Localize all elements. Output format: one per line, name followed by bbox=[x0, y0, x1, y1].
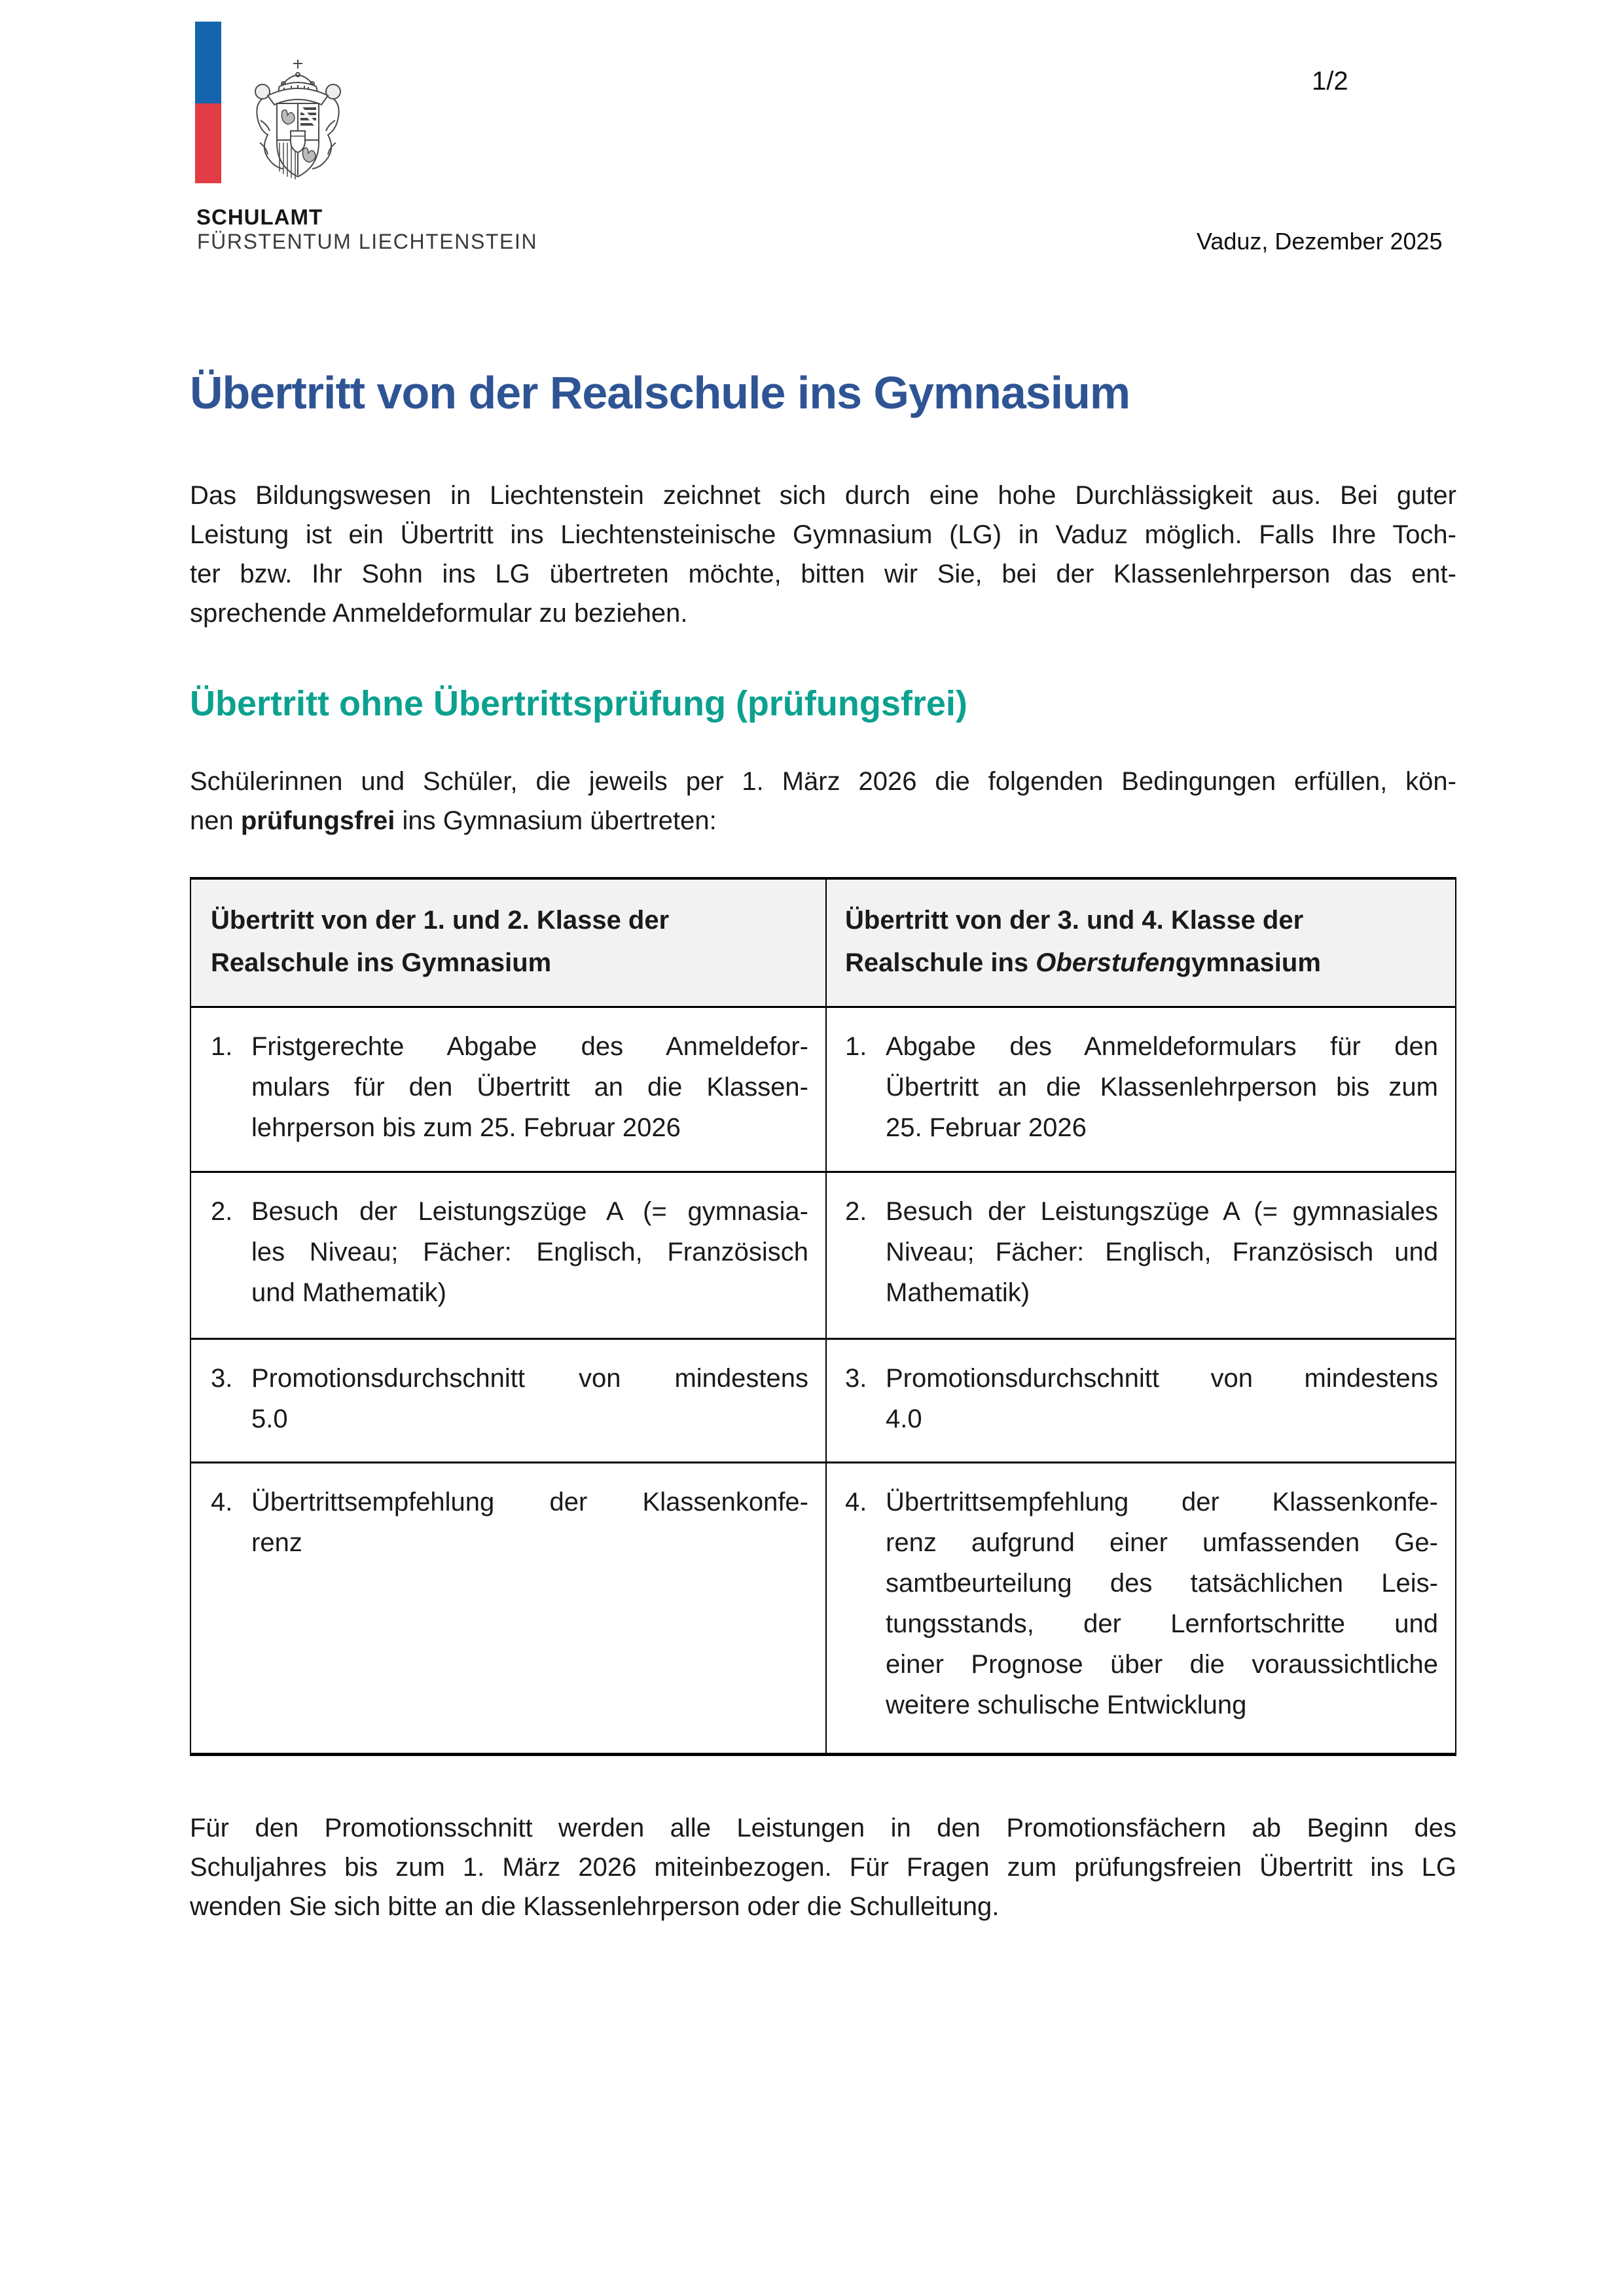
text-line: Niveau; Fächer: Englisch, Französisch und bbox=[886, 1238, 1438, 1266]
text-line: Übertrittsempfehlung der Klassenkonfe- bbox=[251, 1488, 808, 1516]
org-name: SCHULAMT bbox=[196, 205, 323, 229]
list-number: 3. bbox=[211, 1364, 233, 1393]
text-segment: gymnasium bbox=[1175, 948, 1321, 977]
table-cell-right-1 bbox=[827, 1008, 1455, 1171]
text-line: Leistung ist ein Übertritt ins Liechtensteinische Gymnasium (LG) in Vaduz möglich. Falls Ihre Toch- bbox=[190, 520, 1456, 549]
text-line: Übertritt an die Klassenlehrperson bis zum bbox=[886, 1073, 1438, 1102]
table-cell-left-3 bbox=[191, 1340, 827, 1462]
text-line: Mathematik) bbox=[886, 1278, 1030, 1307]
intro-paragraph bbox=[190, 476, 1456, 633]
table-header-left bbox=[191, 880, 827, 1006]
text-line: tungsstands, der Lernfortschritte und bbox=[886, 1609, 1438, 1638]
text-line: Übertritt von der 1. und 2. Klasse der bbox=[211, 906, 670, 935]
text-line: Übertrittsempfehlung der Klassenkonfe- bbox=[886, 1488, 1438, 1516]
text-line: renz aufgrund einer umfassenden Ge- bbox=[886, 1528, 1438, 1557]
text-line bbox=[845, 942, 1438, 984]
page-number: 1/2 bbox=[1312, 67, 1348, 96]
text-line: weitere schulische Entwicklung bbox=[886, 1691, 1247, 1719]
text-line: Abgabe des Anmeldeformulars für den bbox=[886, 1032, 1438, 1061]
text-line: wenden Sie sich bitte an die Klassenlehrperson oder die Schulleitung. bbox=[190, 1892, 1000, 1921]
table-header-row bbox=[191, 880, 1455, 1006]
text-line: lehrperson bis zum 25. Februar 2026 bbox=[251, 1113, 681, 1142]
flag-red-block bbox=[195, 103, 221, 183]
table-row bbox=[191, 1006, 1455, 1171]
list-number: 4. bbox=[211, 1488, 233, 1516]
list-number: 1. bbox=[211, 1032, 233, 1061]
table-cell-left-1 bbox=[191, 1008, 827, 1171]
text-line: les Niveau; Fächer: Englisch, Französisch bbox=[251, 1238, 808, 1266]
text-line: renz bbox=[251, 1528, 302, 1557]
list-number: 2. bbox=[211, 1197, 233, 1226]
table-cell-right-3 bbox=[827, 1340, 1455, 1462]
org-country: FÜRSTENTUM LIECHTENSTEIN bbox=[197, 230, 538, 253]
text-line: ter bzw. Ihr Sohn ins LG übertreten möchte, bitten wir Sie, bei der Klassenlehrperson das ent- bbox=[190, 560, 1456, 588]
text-line: 4.0 bbox=[886, 1405, 922, 1433]
text-line: Übertritt von der 3. und 4. Klasse der bbox=[845, 906, 1304, 935]
text-segment: nen bbox=[190, 806, 241, 835]
text-line: samtbeurteilung des tatsächlichen Leis- bbox=[886, 1569, 1438, 1598]
text-line: Promotionsdurchschnitt von mindestens bbox=[251, 1364, 808, 1393]
text-line bbox=[190, 801, 1456, 840]
text-line: Besuch der Leistungszüge A (= gymnasiales bbox=[886, 1197, 1438, 1226]
bold-text-segment: prüfungsfrei bbox=[240, 806, 395, 835]
text-line: Das Bildungswesen in Liechtenstein zeichnet sich durch eine hohe Durchlässigkeit aus. Bei guter bbox=[190, 481, 1456, 510]
text-segment: ins Gymnasium übertreten: bbox=[395, 806, 717, 835]
table-cell-left-2 bbox=[191, 1173, 827, 1338]
list-number: 1. bbox=[845, 1032, 867, 1061]
table-cell-right-2 bbox=[827, 1173, 1455, 1338]
closing-paragraph bbox=[190, 1808, 1456, 1926]
text-line: Schuljahres bis zum 1. März 2026 miteinbezogen. Für Fragen zum prüfungsfreien Übertritt ins LG bbox=[190, 1853, 1456, 1882]
liechtenstein-coat-of-arms-icon bbox=[243, 58, 353, 185]
table-row bbox=[191, 1171, 1455, 1338]
table-row bbox=[191, 1338, 1455, 1462]
table-header-right bbox=[827, 880, 1455, 1006]
italic-text-segment: Oberstufen bbox=[1036, 948, 1176, 977]
table-cell-right-4 bbox=[827, 1463, 1455, 1753]
flag-blue-block bbox=[195, 22, 221, 103]
list-number: 2. bbox=[845, 1197, 867, 1226]
document-title: Übertritt von der Realschule ins Gymnasium bbox=[190, 367, 1130, 418]
text-line: mulars für den Übertritt an die Klassen- bbox=[251, 1073, 808, 1102]
text-line: Realschule ins Gymnasium bbox=[211, 948, 552, 977]
text-line: Für den Promotionsschnitt werden alle Leistungen in den Promotionsfächern ab Beginn des bbox=[190, 1814, 1456, 1842]
date-line: Vaduz, Dezember 2025 bbox=[1197, 228, 1443, 255]
text-line: 25. Februar 2026 bbox=[886, 1113, 1087, 1142]
section-heading: Übertritt ohne Übertrittsprüfung (prüfungsfrei) bbox=[190, 684, 967, 723]
text-segment: Realschule ins bbox=[845, 948, 1036, 977]
table-cell-left-4 bbox=[191, 1463, 827, 1753]
list-number: 3. bbox=[845, 1364, 867, 1393]
list-number: 4. bbox=[845, 1488, 867, 1516]
text-line: Schülerinnen und Schüler, die jeweils per 1. März 2026 die folgenden Bedingungen erfüllen, kön- bbox=[190, 767, 1456, 796]
table-row bbox=[191, 1462, 1455, 1753]
text-line: Promotionsdurchschnitt von mindestens bbox=[886, 1364, 1438, 1393]
text-line: sprechende Anmeldeformular zu beziehen. bbox=[190, 599, 688, 628]
text-line: einer Prognose über die voraussichtliche bbox=[886, 1650, 1438, 1679]
text-line: Besuch der Leistungszüge A (= gymnasia- bbox=[251, 1197, 808, 1226]
section-paragraph bbox=[190, 762, 1456, 840]
text-line: und Mathematik) bbox=[251, 1278, 446, 1307]
text-line: Fristgerechte Abgabe des Anmeldefor- bbox=[251, 1032, 808, 1061]
text-line: 5.0 bbox=[251, 1405, 288, 1433]
letterhead-flag-bar bbox=[195, 22, 221, 183]
conditions-table bbox=[190, 877, 1456, 1756]
